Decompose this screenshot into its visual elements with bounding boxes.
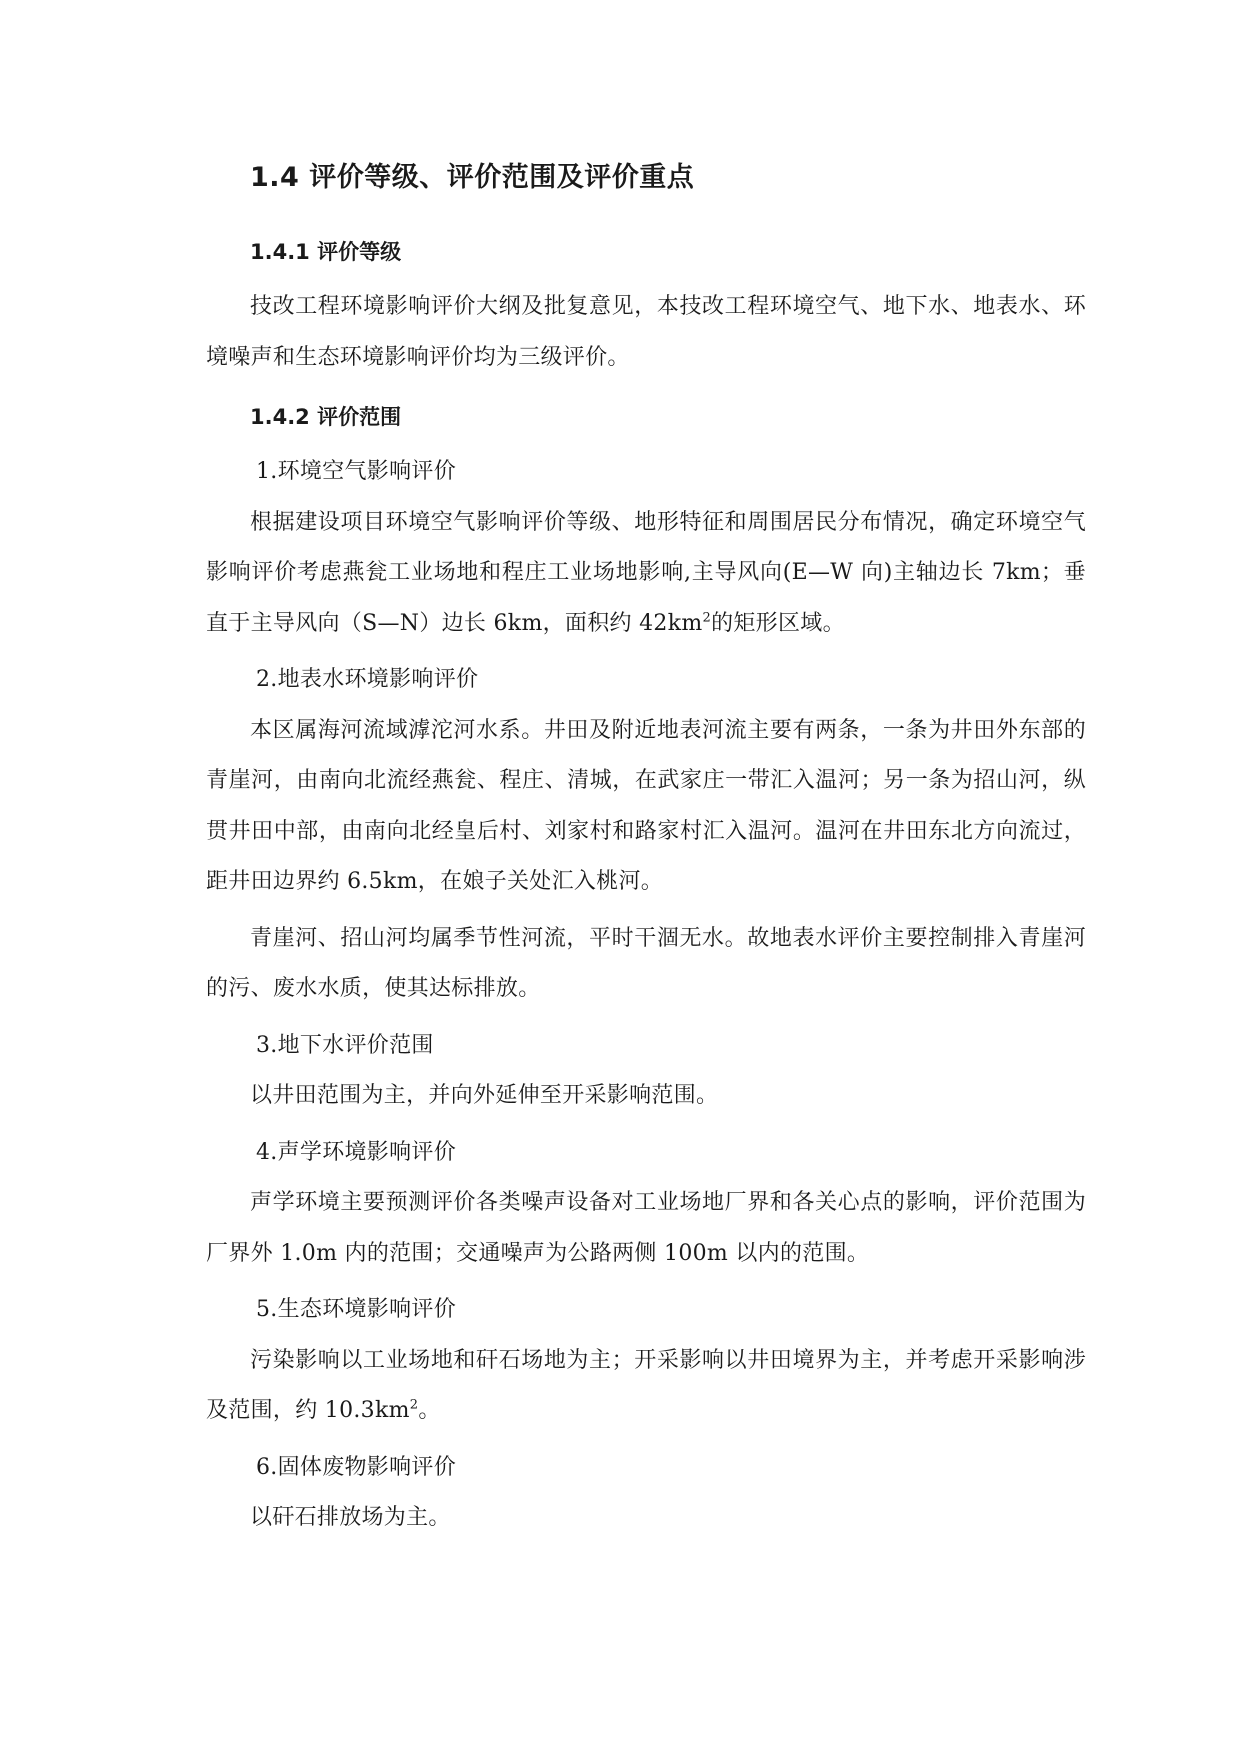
solid-waste-title: 6.固体废物影响评价 [256,1454,456,1480]
subsection-scope-heading: 1.4.2 评价范围 [250,405,402,429]
ecology-superscript: 2 [409,1397,419,1413]
surface-water-paragraph-1: 本区属海河流域滹沱河水系。井田及附近地表河流主要有两条，一条为井田外东部的青崖河，由南向北流经燕瓮、程庄、清城，在武家庄一带汇入温河；另一条为招山河，纵贯井田中部，由南向北经皇后村、刘家村和路家村汇入温河。温河在井田东北方向流过，距井田边界约 6.5km，在娘子关处汇入桃河。 [206,717,1086,894]
acoustic-paragraph: 声学环境主要预测评价各类噪声设备对工业场地厂界和各关心点的影响，评价范围为厂界外 1.0m 内的范围；交通噪声为公路两侧 100m 以内的范围。 [206,1190,1086,1266]
air-paragraph [206,498,1086,650]
grade-paragraph: 技改工程环境影响评价大纲及批复意见，本技改工程环境空气、地下水、地表水、环境噪声和生态环境影响评价均为三级评价。 [206,294,1086,370]
air-superscript: 2 [702,610,712,626]
subsection-grade-heading: 1.4.1 评价等级 [250,240,402,264]
acoustic-title: 4.声学环境影响评价 [256,1139,456,1165]
section-title: 1.4 评价等级、评价范围及评价重点 [250,162,695,193]
solid-waste-paragraph: 以矸石排放场为主。 [250,1505,451,1530]
air-text-end: 的矩形区域。 [711,610,845,636]
surface-water-paragraph-2: 青崖河、招山河均属季节性河流，平时干涸无水。故地表水评价主要控制排入青崖河的污、废水水质，使其达标排放。 [206,925,1086,1001]
air-text: 根据建设项目环境空气影响评价等级、地形特征和周围居民分布情况，确定环境空气影响评价考虑燕瓮工业场地和程庄工业场地影响,主导风向(E—W 向)主轴边长 7km；垂直于主导风向（S—N）边长 6km，面积约 42km [206,509,1086,636]
page-content [206,152,1086,1550]
ecology-title: 5.生态环境影响评价 [256,1297,456,1322]
groundwater-paragraph: 以井田范围为主，并向外延伸至开采影响范围。 [250,1083,719,1108]
ecology-text: 污染影响以工业场地和矸石场地为主；开采影响以井田境界为主，并考虑开采影响涉及范围，约 10.3km [206,1347,1086,1423]
ecology-paragraph [206,1336,1086,1437]
ecology-text-end: 。 [418,1398,441,1423]
air-title: 1.环境空气影响评价 [256,459,456,484]
groundwater-title: 3.地下水评价范围 [256,1032,434,1058]
surface-water-title: 2.地表水环境影响评价 [256,667,479,692]
